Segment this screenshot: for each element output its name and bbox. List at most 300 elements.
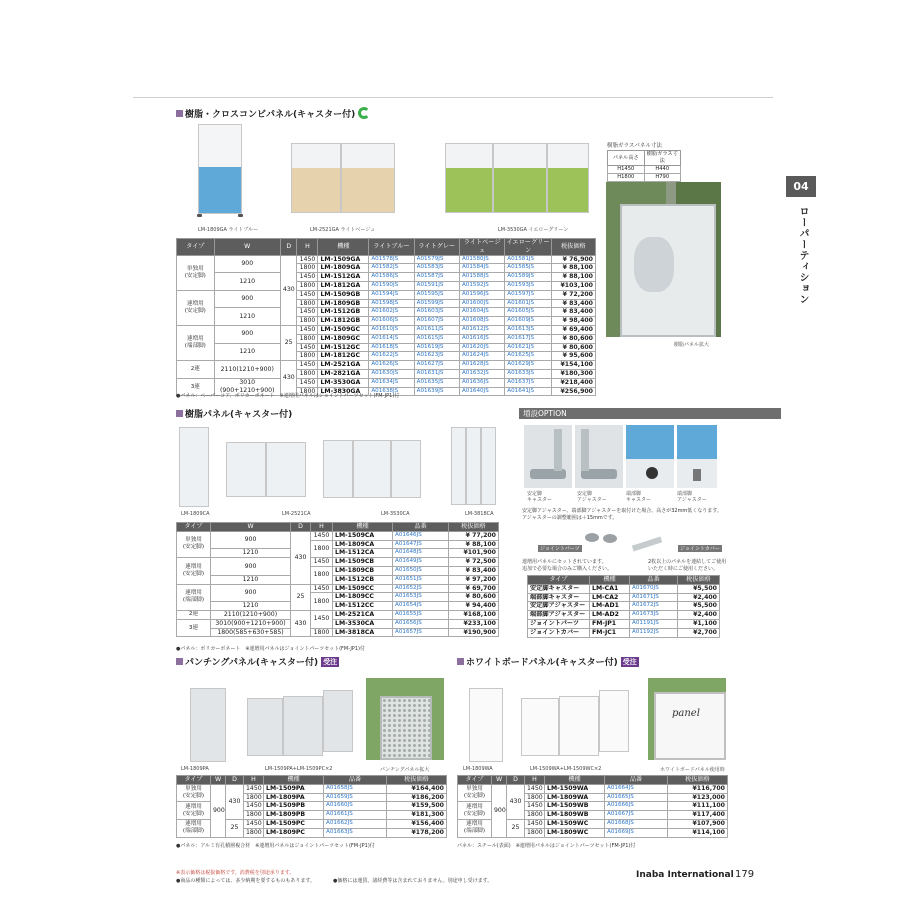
code-cell: A01612JS <box>459 325 504 334</box>
price-cell: ¥ 80,600 <box>551 334 595 343</box>
height-cell: 1450 <box>297 343 318 352</box>
price-cell: ¥103,100 <box>551 281 595 290</box>
model-cell: LM-2521GA <box>318 361 369 370</box>
whiteboard-panel-price-table <box>457 775 728 838</box>
width-cell: 2110(1210+900) <box>211 610 291 619</box>
code-cell: A01656JS <box>393 619 449 628</box>
footer-note-tax: ※表示価格は税抜価格です。消費税を別途承ります。 <box>176 870 295 876</box>
code-cell: A01579JS <box>414 255 459 264</box>
column-header: D <box>291 523 311 532</box>
table-row <box>528 602 720 611</box>
price-cell: ¥5,500 <box>678 584 720 593</box>
model-cell: LM-1809CC <box>333 593 393 602</box>
code-cell: A01585JS <box>505 264 551 273</box>
joint-cover-illustration <box>632 537 662 552</box>
height-cell: 1450 <box>311 531 333 540</box>
table-row <box>177 290 596 299</box>
price-cell: ¥ 76,900 <box>551 255 595 264</box>
model-cell: LM-1509WB <box>545 802 605 811</box>
caption-closeup: 樹脂パネル拡大 <box>674 342 710 348</box>
panel-illustration-1509wc-b <box>599 690 629 752</box>
height-cell: 1450 <box>311 610 333 628</box>
width-cell: 900 <box>211 584 291 602</box>
price-cell: ¥1,100 <box>678 619 720 628</box>
panel-illustration-3530ca-a <box>323 440 353 498</box>
column-header: W <box>492 776 507 785</box>
price-cell: ¥ 77,200 <box>449 531 499 540</box>
price-cell: ¥ 94,400 <box>449 602 499 611</box>
section-title-resin: 樹脂パネル(キャスター付) <box>176 409 292 421</box>
price-cell: ¥218,400 <box>551 378 595 387</box>
width-cell: 900 <box>214 325 280 343</box>
price-cell: ¥181,300 <box>387 811 447 820</box>
depth-cell: 25 <box>507 819 525 837</box>
code-cell: A01647JS <box>393 540 449 549</box>
type-cell: 連増用 (安定脚) <box>177 802 211 820</box>
whiteboard-use-photo <box>648 678 726 760</box>
price-cell: ¥116,700 <box>668 784 728 793</box>
joint-parts-label: ジョイントパーツ <box>540 546 580 552</box>
code-cell: A01634JS <box>369 378 414 387</box>
height-cell: 1450 <box>525 784 545 793</box>
code-cell: A01658JS <box>324 784 387 793</box>
type-cell: 連増用 (端部脚) <box>177 584 211 610</box>
table-row <box>177 575 499 584</box>
combi-panel-price-table <box>176 238 596 396</box>
code-cell: A01590JS <box>369 281 414 290</box>
code-cell: A01603JS <box>414 308 459 317</box>
combi-note: ●パネル：ペーパーコア、ポリカーボネート ※連増用パネルはジョイントパーツセット(FM-JP1)付 <box>176 393 400 399</box>
code-cell: A01606JS <box>369 317 414 326</box>
code-cell: A01608JS <box>459 317 504 326</box>
code-cell: A01651JS <box>393 575 449 584</box>
column-header: H <box>244 776 264 785</box>
code-cell: A01581JS <box>505 255 551 264</box>
punching-panel-price-table <box>176 775 447 838</box>
option-photo-2 <box>575 425 623 488</box>
type-cell: 連増用 (端部脚) <box>177 819 211 837</box>
code-cell: A01637JS <box>505 378 551 387</box>
option-label-4: 端部脚 アジャスター <box>677 491 707 503</box>
table-row <box>177 378 596 387</box>
model-cell: LM-1512CB <box>333 575 393 584</box>
type-cell: 連増用 (安定脚) <box>177 558 211 584</box>
panel-illustration-1509pc-b <box>323 690 353 752</box>
model-cell: LM-3818CA <box>333 628 393 637</box>
code-cell: A01592JS <box>459 281 504 290</box>
code-cell: A01625JS <box>505 352 551 361</box>
model-cell: LM-1809PB <box>264 811 324 820</box>
table-row <box>528 593 720 602</box>
price-cell: ¥ 83,400 <box>449 566 499 575</box>
panel-illustration-1809wa <box>469 688 503 762</box>
joint-parts-illustration <box>585 533 619 543</box>
panel-illustration-2521ga-a <box>291 143 341 213</box>
price-cell: ¥2,700 <box>678 628 720 637</box>
price-cell: ¥ 88,100 <box>449 540 499 549</box>
depth-cell: 25 <box>291 584 311 610</box>
width-cell: 900 <box>492 784 507 837</box>
caption-1509pa-set: LM-1509PA+LM-1509PC×2 <box>265 766 333 772</box>
code-cell: A01673JS <box>630 611 678 620</box>
code-cell: A01635JS <box>414 378 459 387</box>
model-cell: LM-1509GB <box>318 290 369 299</box>
model-cell: LM-1509GC <box>318 325 369 334</box>
caption-3530ga: LM-3530GA イエローグリーン <box>498 227 569 233</box>
width-cell: 1210 <box>211 602 291 611</box>
type-cell: 2連 <box>177 610 211 619</box>
model-cell: LM-1809WC <box>545 828 605 837</box>
panel-illustration-3818ca-a <box>451 427 466 505</box>
code-cell: A01599JS <box>414 299 459 308</box>
width-cell: 2110(1210+900) <box>214 361 280 379</box>
code-cell: A01629JS <box>505 361 551 370</box>
type-cell: 端部脚キャスター <box>528 593 590 602</box>
model-cell: LM-3530GA <box>318 378 369 387</box>
joint-note-1: 連増用パネルにセットされています。 <box>522 559 607 565</box>
price-cell: ¥107,900 <box>668 819 728 828</box>
type-cell: 2連 <box>177 361 215 379</box>
model-cell: LM-1809GC <box>318 334 369 343</box>
panel-illustration-3818ca-c <box>481 427 496 505</box>
price-cell: ¥ 80,600 <box>551 343 595 352</box>
price-cell: ¥ 88,100 <box>551 273 595 282</box>
depth-cell: 430 <box>226 784 244 819</box>
model-cell: LM-1509GA <box>318 255 369 264</box>
depth-cell: 430 <box>280 255 297 325</box>
panel-illustration-1509wa <box>521 698 559 756</box>
column-header: 品番 <box>605 776 668 785</box>
top-rule <box>133 97 773 98</box>
price-cell: ¥111,100 <box>668 802 728 811</box>
table-row <box>177 619 499 628</box>
table-row <box>177 602 499 611</box>
height-cell: 1450 <box>311 584 333 593</box>
width-cell: 3010(900+1210+900) <box>211 619 291 628</box>
code-cell: A01587JS <box>414 273 459 282</box>
caption-3818ca: LM-3818CA <box>465 511 494 517</box>
column-header: 税抜価格 <box>668 776 728 785</box>
height-cell: 1800 <box>311 628 333 637</box>
height-cell: 1450 <box>244 802 264 811</box>
code-cell: A01596JS <box>459 290 504 299</box>
code-cell: A01582JS <box>369 264 414 273</box>
model-cell: LM-1512GC <box>318 343 369 352</box>
column-header: W <box>214 239 280 256</box>
model-cell: LM-1509CC <box>333 584 393 593</box>
resin-note: ●パネル：ポリカーボネート ※連増用パネルはジョイントパーツセット(FM-JP1)付 <box>176 646 365 652</box>
code-cell: A01665JS <box>605 793 668 802</box>
width-cell: 900 <box>211 558 291 576</box>
column-header: H <box>297 239 318 256</box>
panel-illustration-1809ca <box>179 427 209 507</box>
column-header: タイプ <box>177 776 211 785</box>
model-cell: LM-1512CC <box>333 602 393 611</box>
caption-whiteboard-use: ホワイトボードパネル使用時 <box>660 767 725 773</box>
code-cell: A01622JS <box>369 352 414 361</box>
green-g-icon <box>358 107 370 119</box>
model-cell: LM-1509PC <box>264 819 324 828</box>
price-cell: ¥2,400 <box>678 611 720 620</box>
model-cell: LM-1812GC <box>318 352 369 361</box>
height-cell: 1800 <box>525 811 545 820</box>
code-cell: A01605JS <box>505 308 551 317</box>
model-cell: LM-CA2 <box>590 593 630 602</box>
height-cell: 1800 <box>311 540 333 558</box>
height-cell: 1800 <box>244 793 264 802</box>
column-header: D <box>280 239 297 256</box>
column-header: 税抜価格 <box>449 523 499 532</box>
code-cell: A01655JS <box>393 610 449 619</box>
model-cell: LM-1509PB <box>264 802 324 811</box>
width-cell: 900 <box>214 290 280 308</box>
price-cell: ¥ 88,100 <box>551 264 595 273</box>
column-header: タイプ <box>528 576 590 585</box>
code-cell: A01584JS <box>459 264 504 273</box>
section-square-icon <box>176 410 183 417</box>
panel-illustration-3530ga-c <box>547 143 589 213</box>
code-cell: A01591JS <box>414 281 459 290</box>
height-cell: 1450 <box>297 378 318 387</box>
price-cell: ¥190,900 <box>449 628 499 637</box>
table-row <box>177 558 499 567</box>
code-cell: A01611JS <box>414 325 459 334</box>
model-cell: LM-1512GB <box>318 308 369 317</box>
panel-illustration-3530ga-b <box>493 143 547 213</box>
panel-illustration-2521ca-b <box>266 442 306 497</box>
order-badge: 受注 <box>323 658 338 666</box>
height-cell: 1800 <box>297 281 318 290</box>
column-header: ライトブルー <box>369 239 414 256</box>
price-cell: ¥180,300 <box>551 369 595 378</box>
option-photo-3 <box>626 425 674 488</box>
code-cell: A01632JS <box>459 369 504 378</box>
code-cell: A01659JS <box>324 793 387 802</box>
code-cell: A01638JS <box>369 387 414 396</box>
panel-illustration-2521ga-b <box>341 143 395 213</box>
code-cell: A01668JS <box>605 819 668 828</box>
model-cell: LM-1809WA <box>545 793 605 802</box>
height-cell: 1800 <box>297 387 318 396</box>
width-cell: 1210 <box>211 549 291 558</box>
code-cell: A01598JS <box>369 299 414 308</box>
model-cell: LM-1509CB <box>333 558 393 567</box>
price-cell: ¥ 72,500 <box>449 558 499 567</box>
table-row <box>528 611 720 620</box>
price-cell: ¥ 83,400 <box>551 308 595 317</box>
height-cell: 1450 <box>297 273 318 282</box>
code-cell: A01616JS <box>459 334 504 343</box>
table-row <box>177 584 499 593</box>
height-cell: 1800 <box>297 317 318 326</box>
panel-illustration-2521ca-a <box>226 442 266 497</box>
section-title-punching: パンチングパネル(キャスター付) 受注 <box>176 657 339 669</box>
column-header: 機種 <box>545 776 605 785</box>
price-cell: ¥154,100 <box>551 361 595 370</box>
model-cell: LM-1812GB <box>318 317 369 326</box>
panel-illustration-1509pa <box>247 698 283 756</box>
column-header: D <box>226 776 244 785</box>
model-cell: LM-1512GA <box>318 273 369 282</box>
code-cell: A01588JS <box>459 273 504 282</box>
caption-2521ga: LM-2521GA ライトベージュ <box>310 227 376 233</box>
width-cell: 900 <box>211 531 291 549</box>
model-cell: LM-2521CA <box>333 610 393 619</box>
column-header: ライトグレー <box>414 239 459 256</box>
code-cell: A01604JS <box>459 308 504 317</box>
code-cell: A01595JS <box>414 290 459 299</box>
code-cell: A01621JS <box>505 343 551 352</box>
code-cell: A01670JS <box>630 584 678 593</box>
code-cell: A01649JS <box>393 558 449 567</box>
section-title-whiteboard: ホワイトボードパネル(キャスター付) 受注 <box>457 657 639 669</box>
caster-icon <box>238 214 243 217</box>
model-cell: FM-JP1 <box>590 619 630 628</box>
code-cell: A01600JS <box>459 299 504 308</box>
code-cell: A01657JS <box>393 628 449 637</box>
code-cell: A01663JS <box>324 828 387 837</box>
glass-dims-table: パネル高さ 樹脂ガラス寸法 H1450 H440 H1800 H790 <box>607 150 681 182</box>
type-cell: 単独用 (安定脚) <box>177 531 211 557</box>
table-row <box>177 273 596 282</box>
code-cell: A01192JS <box>630 628 678 637</box>
caption-1809ga: LM-1809GA ライトブルー <box>198 227 259 233</box>
code-cell: A01617JS <box>505 334 551 343</box>
height-cell: 1800 <box>244 811 264 820</box>
depth-cell: 25 <box>226 819 244 837</box>
whiteboard-scribble: panel <box>672 708 700 719</box>
table-row <box>177 325 596 334</box>
height-cell: 1450 <box>297 325 318 334</box>
price-cell: ¥123,000 <box>668 793 728 802</box>
price-cell: ¥168,100 <box>449 610 499 619</box>
code-cell: A01636JS <box>459 378 504 387</box>
column-header: 税抜価格 <box>387 776 447 785</box>
code-cell: A01614JS <box>369 334 414 343</box>
code-cell: A01660JS <box>324 802 387 811</box>
height-cell: 1450 <box>297 255 318 264</box>
code-cell: A01580JS <box>459 255 504 264</box>
column-header: 機種 <box>318 239 369 256</box>
height-cell: 1800 <box>525 793 545 802</box>
column-header: 品番 <box>324 776 387 785</box>
price-cell: ¥114,100 <box>668 828 728 837</box>
caption-1509wa-set: LM-1509WA+LM-1509WC×2 <box>530 766 602 772</box>
caption-1809pa: LM-1809PA <box>181 766 209 772</box>
type-cell: 連増用 (端部脚) <box>177 325 215 360</box>
model-cell: LM-1509PA <box>264 784 324 793</box>
column-header: ライトベージュ <box>459 239 504 256</box>
column-header: タイプ <box>177 239 215 256</box>
code-cell: A01666JS <box>605 802 668 811</box>
code-cell: A01593JS <box>505 281 551 290</box>
model-cell: LM-3530CA <box>333 619 393 628</box>
price-cell: ¥ 97,200 <box>449 575 499 584</box>
price-cell: ¥159,500 <box>387 802 447 811</box>
price-cell: ¥101,900 <box>449 549 499 558</box>
adjuster-note-2: アジャスターの調整範囲は＋15mmです。 <box>522 515 618 521</box>
type-cell: 単独用 (安定脚) <box>458 784 492 802</box>
code-cell: A01654JS <box>393 602 449 611</box>
height-cell: 1800 <box>297 264 318 273</box>
column-header: W <box>211 776 226 785</box>
code-cell: A01662JS <box>324 819 387 828</box>
code-cell: A01601JS <box>505 299 551 308</box>
price-cell: ¥ 98,400 <box>551 317 595 326</box>
height-cell: 1800 <box>244 828 264 837</box>
code-cell: A01639JS <box>414 387 459 396</box>
height-cell: 1800 <box>297 369 318 378</box>
price-cell: ¥ 80,600 <box>449 593 499 602</box>
option-label-2: 安定脚 アジャスター <box>577 491 607 503</box>
code-cell: A01641JS <box>505 387 551 396</box>
panel-illustration-3818ca-b <box>466 427 481 505</box>
table-row <box>458 784 728 793</box>
type-cell: 3連 <box>177 378 215 396</box>
width-cell: 1210 <box>214 308 280 326</box>
height-cell: 1450 <box>244 819 264 828</box>
table-row <box>177 784 447 793</box>
model-cell: LM-1809WB <box>545 811 605 820</box>
model-cell: LM-CA1 <box>590 584 630 593</box>
option-label-1: 安定脚 キャスター <box>527 491 553 503</box>
height-cell: 1450 <box>525 802 545 811</box>
model-cell: LM-1512CA <box>333 549 393 558</box>
brand-name: Inaba International <box>636 870 734 880</box>
code-cell: A01610JS <box>369 325 414 334</box>
price-cell: ¥256,900 <box>551 387 595 396</box>
code-cell: A01648JS <box>393 549 449 558</box>
column-header: D <box>507 776 525 785</box>
code-cell: A01650JS <box>393 566 449 575</box>
width-cell: 900 <box>211 784 226 837</box>
resin-panel-price-table <box>176 522 499 637</box>
caption-1809wa: LM-1809WA <box>463 766 493 772</box>
code-cell: A01630JS <box>369 369 414 378</box>
column-header: イエローグリーン <box>506 239 550 254</box>
width-cell: 1210 <box>211 575 291 584</box>
depth-cell: 430 <box>291 610 311 636</box>
type-cell: 端部脚アジャスター <box>528 611 590 620</box>
type-cell: ジョイントパーツ <box>528 619 590 628</box>
code-cell: A01626JS <box>369 361 414 370</box>
price-cell: ¥ 69,700 <box>449 584 499 593</box>
panel-illustration-3530ca-c <box>391 440 421 498</box>
table-row <box>177 628 499 637</box>
footer-note-price: ●価格には運賃、諸経費等は含まれておりません。別途申し受けます。 <box>333 878 493 884</box>
model-cell: LM-2821GA <box>318 369 369 378</box>
height-cell: 1450 <box>525 819 545 828</box>
height-cell: 1450 <box>297 308 318 317</box>
code-cell: A01578JS <box>369 255 414 264</box>
code-cell: A01620JS <box>459 343 504 352</box>
footer-note-lead: ●商品の種類によっては、多少納期を要するものもあります。 <box>176 878 315 884</box>
section-square-icon <box>176 658 183 665</box>
model-cell: LM-AD2 <box>590 611 630 620</box>
option-price-table <box>527 575 720 638</box>
code-cell: A01652JS <box>393 584 449 593</box>
height-cell: 1800 <box>525 828 545 837</box>
price-cell: ¥2,400 <box>678 593 720 602</box>
model-cell: LM-1809PC <box>264 828 324 837</box>
code-cell: A01669JS <box>605 828 668 837</box>
panel-illustration-1809pa <box>190 688 226 762</box>
section-square-icon <box>457 658 464 665</box>
page-number: 179 <box>735 869 755 880</box>
model-cell: LM-1509WA <box>545 784 605 793</box>
type-cell: ジョイントカバー <box>528 628 590 637</box>
column-header: H <box>311 523 333 532</box>
